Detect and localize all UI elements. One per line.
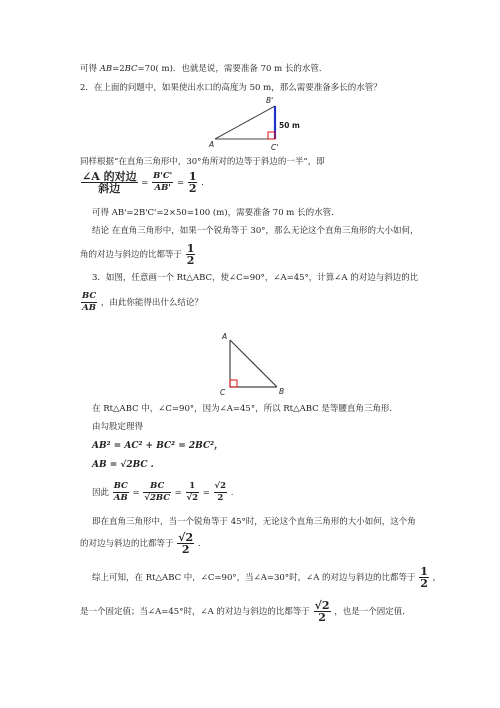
equation-ab: AB = √2BC . — [92, 460, 154, 470]
para-result-2: 可得 AB'=2B'C'=2×50=100 (m)，需要准备 70 m 长的水管． — [92, 208, 340, 218]
fig1-label-c: C' — [271, 143, 279, 152]
summary-line-2: 是一个固定值；当∠A=45°时，∠A 的对边与斜边的比都等于 $\frac{√2}{2}$ ，也是一个固定值． — [80, 599, 411, 624]
question-3: 3．如图，任意画一个 Rt△ABC，使∠C=90°，∠A=45°，计算∠A 的对边与斜边的比 — [92, 273, 419, 283]
para-45deg-line-2: 的对边与斜边的比都等于 $\frac{√2}{2}$ . — [80, 531, 201, 556]
para-isosceles: 在 Rt△ABC 中，∠C=90°，因为∠A=45°，所以 Rt△ABC 是等腰直角三角形． — [92, 404, 398, 414]
equation-ab-squared: AB² = AC² + BC² = 2BC²， — [92, 441, 224, 451]
question-2: 2．在上面的问题中，如果使出水口的高度为 50 m，那么需要准备多长的水管？ — [80, 83, 382, 93]
para-result-1: 可得 AB=2BC=70( m)．也就是说，需要准备 70 m 长的水管． — [80, 64, 328, 74]
question-3-ratio: $\frac{BC}{AB}$ ，由此你能得出什么结论？ — [82, 291, 203, 313]
conclusion-line-2: 角的对边与斜边的比都等于 $\frac{1}{2}$ — [80, 242, 195, 267]
fig2-label-a: A — [222, 332, 228, 341]
formula-30deg-ratio: $\frac{\text{∠A 的对边}}{\text{斜边}}$ = $\frac{B'C'}{AB'}$ = $\frac{1}{2}$ . — [82, 170, 204, 195]
fig2-label-c: C — [220, 388, 226, 397]
fig1-label-a: A — [209, 140, 215, 149]
summary-line-1: 综上可知，在 Rt△ABC 中，∠C=90°，当∠A=30°时，∠A 的对边与斜边的比都等于 $\frac{1}{2}$ ， — [92, 565, 442, 590]
equation-ratio-45deg: 因此 $\frac{BC}{AB}$ = $\frac{BC}{√2BC}$ = $\frac{1}{√2}$ = $\frac{√2}{2}$ . — [92, 481, 234, 503]
fig1-side-label: 50 m — [279, 121, 300, 130]
para-reasoning: 同样根据“在直角三角形中，30°角所对的边等于斜边的一半”，即 — [80, 157, 325, 167]
fig1-label-b: B' — [266, 96, 274, 105]
conclusion-line-1: 结论 在直角三角形中，如果一个锐角等于 30°，那么无论这个直角三角形的大小如何， — [92, 226, 419, 236]
fig2-label-b: B — [279, 387, 285, 396]
para-pythagoras: 由勾股定理得 — [92, 422, 144, 432]
para-45deg-line-1: 即在直角三角形中，当一个锐角等于 45°时，无论这个直角三角形的大小如何，这个角 — [92, 517, 416, 527]
